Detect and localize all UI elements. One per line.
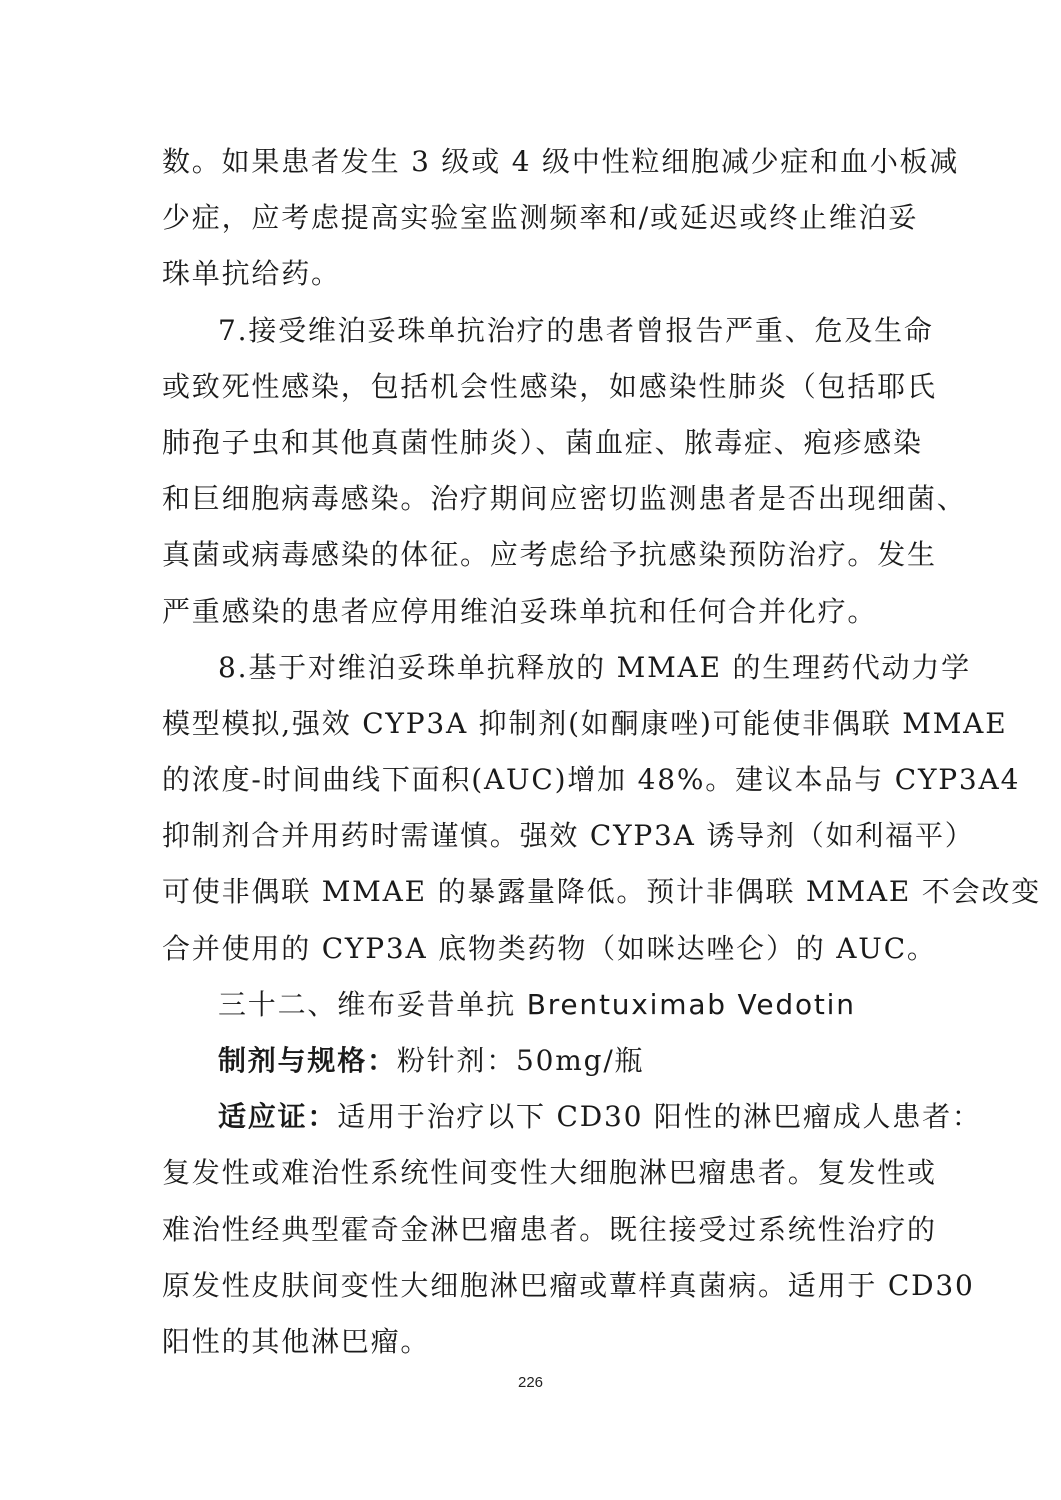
text-line: 可使非偶联 MMAE 的暴露量降低。预计非偶联 MMAE 不会改变 (162, 875, 1042, 909)
indication-line (162, 1092, 982, 1142)
formulation-line (162, 1036, 910, 1086)
text-line: 珠单抗给药。 (162, 257, 341, 291)
indication-label: 适应证： (218, 1100, 338, 1134)
text-line: 复发性或难治性系统性间变性大细胞淋巴瘤患者。复发性或 (162, 1156, 937, 1190)
text-line: 肺孢子虫和其他真菌性肺炎）、菌血症、脓毒症、疱疹感染 (162, 425, 923, 459)
text-line: 难治性经典型霍奇金淋巴瘤患者。既往接受过系统性治疗的 (162, 1212, 937, 1246)
text-line: 8.基于对维泊妥珠单抗释放的 MMAE 的生理药代动力学 (218, 650, 971, 684)
text-line: 抑制剂合并用药时需谨慎。强效 CYP3A 诱导剂（如利福平） (162, 819, 975, 853)
text-line: 或致死性感染，包括机会性感染，如感染性肺炎（包括耶氏 (162, 369, 937, 403)
text-line: 阳性的其他淋巴瘤。 (162, 1324, 431, 1358)
text-line: 数。如果患者发生 3 级或 4 级中性粒细胞减少症和血小板减 (162, 145, 960, 178)
text-line: 少症，应考虑提高实验室监测频率和/或延迟或终止维泊妥 (162, 201, 919, 235)
body-text (162, 137, 1042, 1373)
text-line: 合并使用的 CYP3A 底物类药物（如咪达唑仑）的 AUC。 (162, 931, 937, 965)
text-line: 严重感染的患者应停用维泊妥珠单抗和任何合并化疗。 (162, 594, 878, 628)
text-line: 真菌或病毒感染的体征。应考虑给予抗感染预防治疗。发生 (162, 538, 937, 572)
text-line: 和巨细胞病毒感染。治疗期间应密切监测患者是否出现细菌、 (162, 482, 967, 516)
formulation-value: 粉针剂：50mg/瓶 (396, 1044, 645, 1077)
text-line: 模型模拟,强效 CYP3A 抑制剂(如酮康唑)可能使非偶联 MMAE (162, 706, 1008, 740)
formulation-label: 制剂与规格： (218, 1044, 397, 1077)
text-line: 的浓度-时间曲线下面积(AUC)增加 48%。建议本品与 CYP3A4 (162, 763, 1021, 797)
text-line: 原发性皮肤间变性大细胞淋巴瘤或蕈样真菌病。适用于 CD30 (162, 1268, 975, 1302)
text-line: 7.接受维泊妥珠单抗治疗的患者曾报告严重、危及生命 (218, 313, 934, 347)
page-number: 226 (517, 1374, 544, 1391)
section-heading: 三十二、维布妥昔单抗 Brentuximab Vedotin (218, 987, 856, 1021)
indication-text: 适用于治疗以下 CD30 阳性的淋巴瘤成人患者： (337, 1100, 982, 1134)
